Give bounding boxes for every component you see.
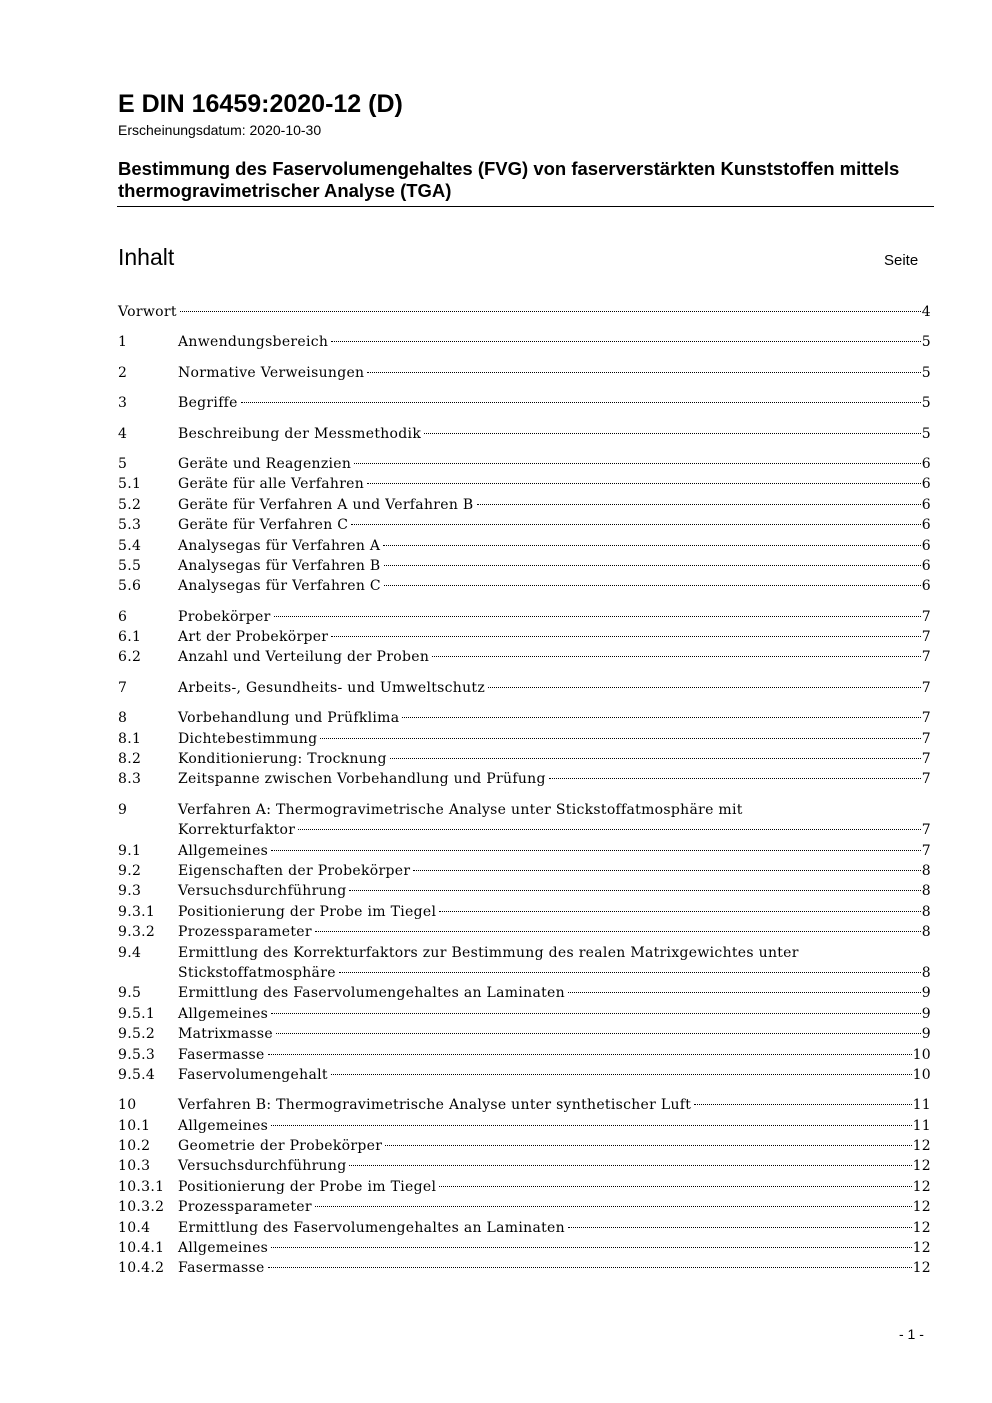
toc-leader-dots: [315, 1206, 912, 1207]
toc-entry-number: 8.2: [118, 751, 142, 768]
toc-leader-dots: [241, 402, 921, 403]
toc-entry-number: 8.1: [118, 730, 142, 747]
toc-entry-page: 7: [921, 608, 931, 625]
toc-leader-dots: [271, 1247, 911, 1248]
toc-entry-number: 10: [118, 1097, 137, 1114]
toc-leader-dots: [432, 656, 921, 657]
toc-leader-dots: [271, 850, 921, 851]
toc-entry-5-5[interactable]: [118, 556, 931, 576]
toc-entry-page: 12: [912, 1199, 931, 1216]
toc-entry-number: 1: [118, 334, 128, 351]
toc-entry-9-line2[interactable]: [118, 820, 931, 840]
toc-entry-title: Geometrie der Probekörper: [178, 1138, 383, 1155]
toc-entry-title: Analysegas für Verfahren C: [178, 578, 381, 595]
toc-leader-dots: [367, 372, 920, 373]
toc-entry-title: Allgemeines: [178, 1005, 269, 1022]
toc-entry-page: 12: [912, 1260, 931, 1277]
toc-entry-title: Allgemeines: [178, 1117, 269, 1134]
toc-entry-9-3-2[interactable]: [118, 922, 931, 942]
toc-entry-10-4-2[interactable]: [118, 1258, 931, 1278]
toc-entry-8[interactable]: [118, 708, 931, 728]
toc-entry-page: 5: [921, 364, 931, 381]
toc-entry-9-2[interactable]: [118, 861, 931, 881]
toc-leader-dots: [320, 738, 920, 739]
toc-entry-title: Verfahren B: Thermogravimetrische Analyse unter synthetischer Luft: [178, 1097, 692, 1114]
toc-entry-title: Analysegas für Verfahren A: [178, 537, 381, 554]
toc-entry-page: 7: [921, 822, 931, 839]
toc-entry-10-4-1[interactable]: [118, 1238, 931, 1258]
toc-entry-10-3-2[interactable]: [118, 1197, 931, 1217]
toc-entry-title: Konditionierung: Trocknung: [178, 751, 387, 768]
document-title: Bestimmung des Faservolumengehaltes (FVG) von faserverstärkten Kunststoffen mittels thermogravimetrischer Analyse (TGA): [118, 158, 900, 201]
toc-entry-7[interactable]: [118, 678, 931, 698]
toc-entry-page: 7: [921, 629, 931, 646]
toc-entry-title: Allgemeines: [178, 1240, 269, 1257]
toc-entry-number: 9.3.1: [118, 903, 156, 920]
toc-entry-10-4[interactable]: [118, 1218, 931, 1238]
toc-leader-dots: [315, 931, 921, 932]
toc-entry-number: 10.4.1: [118, 1240, 165, 1257]
toc-entry-number: 5.6: [118, 578, 142, 595]
toc-entry-title: Begriffe: [178, 395, 238, 412]
toc-entry-5-2[interactable]: [118, 495, 931, 515]
toc-entry-8-3[interactable]: [118, 769, 931, 789]
toc-entry-number: 9.4: [118, 944, 142, 961]
toc-entry-10-3-1[interactable]: [118, 1177, 931, 1197]
toc-entry-number: 9.5.3: [118, 1046, 156, 1063]
toc-entry-number: 4: [118, 425, 128, 442]
toc-entry-title: Normative Verweisungen: [178, 364, 365, 381]
toc-entry-title: Matrixmasse: [178, 1026, 273, 1043]
toc-entry-number: 8: [118, 710, 128, 727]
toc-leader-dots: [276, 1033, 921, 1034]
toc-entry-9-5-3[interactable]: [118, 1045, 931, 1065]
toc-entry-title: Anwendungsbereich: [178, 334, 329, 351]
toc-leader-dots: [331, 341, 921, 342]
toc-entry-10[interactable]: [118, 1095, 931, 1115]
toc-entry-number: 9.3.2: [118, 924, 156, 941]
toc-entry-8-2[interactable]: [118, 749, 931, 769]
toc-leader-dots: [568, 1227, 912, 1228]
toc-entry-10-3[interactable]: [118, 1156, 931, 1176]
toc-entry-number: 6.2: [118, 649, 142, 666]
toc-entry-page: 5: [921, 425, 931, 442]
toc-entry-title: Positionierung der Probe im Tiegel: [178, 1178, 437, 1195]
toc-leader-dots: [390, 758, 921, 759]
toc-entry-page: 12: [912, 1219, 931, 1236]
toc-entry-number: 5.5: [118, 557, 142, 574]
toc-entry-9-5-4[interactable]: [118, 1065, 931, 1085]
toc-entry-page: 5: [921, 395, 931, 412]
toc-entry-page: 10: [912, 1066, 931, 1083]
toc-entry-title: Versuchsdurchführung: [178, 1158, 347, 1175]
toc-entry-page: 9: [921, 1005, 931, 1022]
toc-entry-6-2[interactable]: [118, 647, 931, 667]
toc-entry-title: Beschreibung der Messmethodik: [178, 425, 422, 442]
toc-entry-title: Analysegas für Verfahren B: [178, 557, 381, 574]
toc-entry-page: 9: [921, 985, 931, 1002]
toc-entry-title-line1: Verfahren A: Thermogravimetrische Analyse unter Stickstoffatmosphäre mit: [178, 801, 743, 818]
toc-entry-4[interactable]: [118, 424, 931, 444]
toc-leader-dots: [568, 992, 921, 993]
toc-leader-dots: [439, 911, 921, 912]
toc-entry-title: Ermittlung des Faservolumengehaltes an Laminaten: [178, 985, 565, 1002]
toc-entry-number: 6.1: [118, 629, 142, 646]
toc-entry-number: 9.3: [118, 883, 142, 900]
toc-leader-dots: [383, 545, 920, 546]
toc-leader-dots: [331, 1074, 912, 1075]
toc-entry-page: 6: [921, 455, 931, 472]
toc-heading: Inhalt: [118, 244, 175, 270]
toc-leader-dots: [349, 890, 920, 891]
toc-leader-dots: [367, 483, 921, 484]
toc-entry-number: 9.5.2: [118, 1026, 156, 1043]
toc-entry-number: 2: [118, 364, 128, 381]
toc-entry-number: 5.3: [118, 517, 142, 534]
toc-entry-number: 8.3: [118, 771, 142, 788]
toc-entry-page: 7: [921, 771, 931, 788]
toc-entry-3[interactable]: [118, 393, 931, 413]
toc-entry-page: 7: [921, 679, 931, 696]
toc-entry-number: 5: [118, 455, 128, 472]
toc-entry-title: Geräte und Reagenzien: [178, 455, 352, 472]
toc-entry-title: Vorwort: [118, 304, 177, 320]
toc-entry-5-1[interactable]: [118, 474, 931, 494]
toc-entry-number: 6: [118, 608, 128, 625]
toc-entry-6[interactable]: [118, 607, 931, 627]
toc-leader-dots: [268, 1267, 912, 1268]
toc-entry-number: 5.4: [118, 537, 142, 554]
toc-entry-page: 4: [921, 304, 931, 320]
toc-leader-dots: [274, 616, 921, 617]
toc-entry-number: 7: [118, 679, 128, 696]
toc-entry-number: 10.3.1: [118, 1178, 165, 1195]
toc-entry-page: 7: [921, 649, 931, 666]
toc-entry-number: 10.4.2: [118, 1260, 165, 1277]
toc-leader-dots: [549, 778, 921, 779]
toc-entry-page: 10: [912, 1046, 931, 1063]
toc-entry-vorwort[interactable]: [118, 302, 931, 322]
toc-entry-number: 10.2: [118, 1138, 151, 1155]
toc-leader-dots: [385, 1145, 911, 1146]
toc-entry-5-4[interactable]: [118, 536, 931, 556]
toc-leader-dots: [413, 870, 920, 871]
toc-entry-9-5-2[interactable]: [118, 1024, 931, 1044]
toc-entry-title: Geräte für alle Verfahren: [178, 476, 365, 493]
toc-entry-title: Positionierung der Probe im Tiegel: [178, 903, 437, 920]
page-number: - 1 -: [899, 1326, 924, 1342]
toc-entry-page: 7: [921, 730, 931, 747]
toc-entry-5[interactable]: [118, 454, 931, 474]
toc-entry-title: Arbeits-, Gesundheits- und Umweltschutz: [178, 679, 486, 696]
toc-entry-page: 5: [921, 334, 931, 351]
toc-entry-page: 11: [912, 1117, 931, 1134]
toc-entry-title: Eigenschaften der Probekörper: [178, 862, 411, 879]
toc-leader-dots: [402, 717, 920, 718]
toc-entry-title: Ermittlung des Faservolumengehaltes an Laminaten: [178, 1219, 565, 1236]
toc-entry-title: Stickstoffatmosphäre: [178, 964, 336, 981]
toc-entry-page: 6: [921, 517, 931, 534]
toc-leader-dots: [349, 1165, 911, 1166]
toc-entry-10-1[interactable]: [118, 1116, 931, 1136]
toc-entry-number: 9.5: [118, 985, 142, 1002]
toc-leader-dots: [424, 433, 921, 434]
toc-entry-title: Korrekturfaktor: [178, 822, 296, 839]
toc-entry-5-3[interactable]: [118, 515, 931, 535]
toc-entry-9-1[interactable]: [118, 841, 931, 861]
toc-entry-number: 5.1: [118, 476, 142, 493]
toc-leader-dots: [354, 463, 921, 464]
toc-entry-title: Geräte für Verfahren C: [178, 517, 349, 534]
title-divider: [117, 206, 934, 207]
toc-leader-dots: [339, 972, 921, 973]
toc-entry-title-line1: Ermittlung des Korrekturfaktors zur Bestimmung des realen Matrixgewichtes unter: [178, 944, 799, 961]
toc-entry-5-6[interactable]: [118, 576, 931, 596]
toc-leader-dots: [351, 524, 920, 525]
toc-entry-page: 12: [912, 1178, 931, 1195]
toc-leader-dots: [439, 1186, 911, 1187]
toc-entry-number: 9: [118, 801, 128, 818]
toc-entry-page: 12: [912, 1158, 931, 1175]
toc-entry-page: 8: [921, 964, 931, 981]
toc-entry-number: 5.2: [118, 496, 142, 513]
toc-entry-page: 6: [921, 578, 931, 595]
toc-leader-dots: [331, 636, 920, 637]
toc-leader-dots: [384, 565, 921, 566]
toc-entry-title: Art der Probekörper: [178, 629, 329, 646]
toc-entry-title: Fasermasse: [178, 1260, 265, 1277]
toc-leader-dots: [477, 504, 921, 505]
toc-entry-title: Fasermasse: [178, 1046, 265, 1063]
toc-leader-dots: [180, 311, 921, 312]
toc-entry-page: 6: [921, 537, 931, 554]
toc-leader-dots: [268, 1054, 912, 1055]
toc-entry-title: Anzahl und Verteilung der Proben: [178, 649, 430, 666]
toc-entry-page: 6: [921, 496, 931, 513]
toc-entry-title: Prozessparameter: [178, 1199, 312, 1216]
toc-entry-number: 10.4: [118, 1219, 151, 1236]
toc-entry-title: Allgemeines: [178, 842, 269, 859]
toc-entry-number: 10.3: [118, 1158, 151, 1175]
toc-leader-dots: [271, 1013, 921, 1014]
toc-entry-number: 10.3.2: [118, 1199, 165, 1216]
toc-entry-number: 9.5.4: [118, 1066, 156, 1083]
toc-entry-page: 6: [921, 476, 931, 493]
toc-entry-number: 9.1: [118, 842, 142, 859]
toc-page-column-label: Seite: [884, 252, 919, 269]
toc-entry-title: Faservolumengehalt: [178, 1066, 328, 1083]
toc-entry-title: Dichtebestimmung: [178, 730, 318, 747]
toc-entry-9-line1[interactable]: [118, 800, 931, 820]
publication-date: Erscheinungsdatum: 2020-10-30: [118, 122, 322, 138]
toc-entry-10-2[interactable]: [118, 1136, 931, 1156]
toc-entry-number: 9.2: [118, 862, 142, 879]
toc-entry-title: Prozessparameter: [178, 924, 312, 941]
toc-entry-1[interactable]: [118, 332, 931, 352]
toc-leader-dots: [384, 585, 921, 586]
toc-leader-dots: [694, 1104, 911, 1105]
toc-entry-number: 9.5.1: [118, 1005, 156, 1022]
toc-entry-6-1[interactable]: [118, 627, 931, 647]
toc-entry-page: 11: [912, 1097, 931, 1114]
toc-entry-9-4-line1[interactable]: [118, 943, 931, 963]
toc-entry-page: 8: [921, 883, 931, 900]
toc-entry-number: 3: [118, 395, 128, 412]
toc-entry-page: 7: [921, 842, 931, 859]
toc-entry-page: 8: [921, 862, 931, 879]
document-id: E DIN 16459:2020-12 (D): [118, 90, 403, 118]
toc-entry-page: 7: [921, 710, 931, 727]
toc-entry-8-1[interactable]: [118, 729, 931, 749]
toc-entry-page: 8: [921, 924, 931, 941]
toc-entry-title: Geräte für Verfahren A und Verfahren B: [178, 496, 474, 513]
toc-entry-9-5-1[interactable]: [118, 1004, 931, 1024]
toc-entry-title: Zeitspanne zwischen Vorbehandlung und Prüfung: [178, 771, 546, 788]
toc-entry-9-5[interactable]: [118, 983, 931, 1003]
toc-entry-title: Versuchsdurchführung: [178, 883, 347, 900]
toc-entry-9-4-line2[interactable]: [118, 963, 931, 983]
toc-leader-dots: [271, 1125, 911, 1126]
toc-entry-page: 12: [912, 1138, 931, 1155]
toc-entry-page: 7: [921, 751, 931, 768]
toc-leader-dots: [298, 829, 921, 830]
toc-entry-title: Vorbehandlung und Prüfklima: [178, 710, 400, 727]
toc-leader-dots: [488, 687, 921, 688]
toc-entry-page: 6: [921, 557, 931, 574]
toc-entry-page: 8: [921, 903, 931, 920]
toc-entry-title: Probekörper: [178, 608, 271, 625]
toc-entry-9-3[interactable]: [118, 881, 931, 901]
toc-entry-2[interactable]: [118, 363, 931, 383]
table-of-contents: [118, 302, 931, 1279]
toc-entry-page: 9: [921, 1026, 931, 1043]
toc-entry-page: 12: [912, 1240, 931, 1257]
toc-entry-9-3-1[interactable]: [118, 902, 931, 922]
toc-entry-number: 10.1: [118, 1117, 151, 1134]
